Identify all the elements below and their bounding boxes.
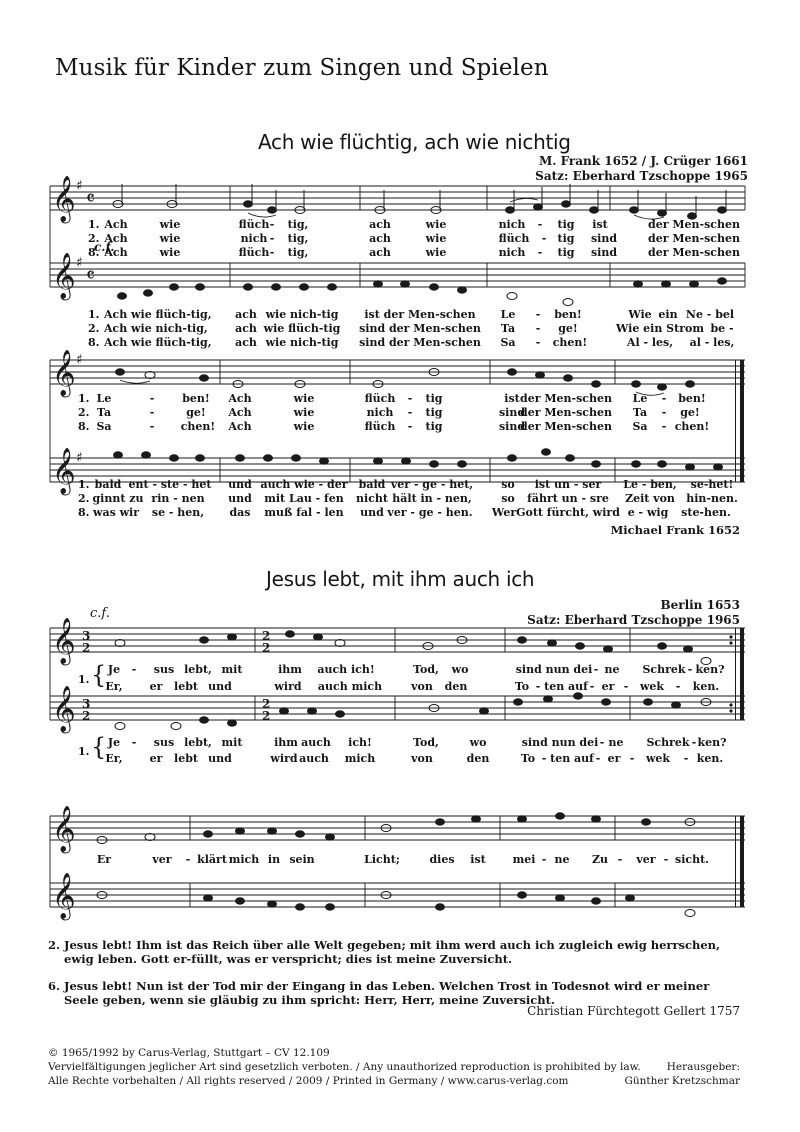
lyric-line bbox=[0, 336, 800, 350]
svg-text:♯: ♯ bbox=[76, 450, 83, 466]
lyric: To bbox=[514, 680, 530, 693]
lyric: Licht; bbox=[364, 853, 400, 866]
lyric: - bbox=[589, 680, 595, 693]
footer-copyright: © 1965/1992 by Carus-Verlag, Stuttgart – CV 12.109 bbox=[48, 1047, 330, 1059]
lyric: wie bbox=[425, 218, 447, 231]
lyric-line bbox=[0, 232, 800, 246]
lyric: der Men-schen bbox=[520, 406, 612, 419]
lyric: ben! bbox=[554, 308, 582, 321]
lyric: ach bbox=[235, 308, 257, 321]
lyric: in bbox=[267, 853, 281, 866]
lyric: wo bbox=[469, 736, 487, 749]
lyric: rin - nen bbox=[151, 492, 205, 505]
lyric: - bbox=[149, 420, 155, 433]
lyric: Ach wie flüch-tig, bbox=[104, 308, 212, 321]
verse-number: 1. bbox=[78, 673, 90, 686]
lyric: von bbox=[411, 680, 433, 693]
svg-text:2: 2 bbox=[82, 641, 91, 655]
lyric: Le bbox=[96, 392, 112, 405]
lyric: e - wig bbox=[627, 506, 669, 519]
lyric: chen! bbox=[180, 420, 216, 433]
svg-text:𝄞: 𝄞 bbox=[52, 253, 76, 299]
lyric: ach bbox=[369, 218, 391, 231]
verse-number: 2. bbox=[88, 322, 100, 335]
lyric: - bbox=[661, 420, 667, 433]
verse-number: 1. bbox=[88, 308, 100, 321]
lyric: - bbox=[675, 680, 681, 693]
lyric: hält in - nen, bbox=[392, 492, 472, 505]
song1-lyricist: Michael Frank 1652 bbox=[610, 523, 740, 537]
footer-editor-label: Herausgeber: bbox=[666, 1061, 740, 1073]
lyric: Tod, bbox=[413, 663, 439, 676]
lyric: wie bbox=[293, 406, 315, 419]
lyric: Le - ben, bbox=[623, 478, 677, 491]
lyric: so bbox=[501, 478, 515, 491]
svg-text:𝄞: 𝄞 bbox=[52, 176, 76, 222]
lyric: To bbox=[520, 752, 536, 765]
lyric: ge! bbox=[186, 406, 206, 419]
lyric: mich bbox=[228, 853, 260, 866]
lyric: Sa bbox=[96, 420, 112, 433]
lyric: wie bbox=[159, 232, 181, 245]
lyric: tig, bbox=[287, 246, 309, 259]
lyric: lebt bbox=[174, 752, 198, 765]
lyric-line bbox=[0, 663, 800, 677]
lyric: Ta bbox=[500, 322, 516, 335]
lyric: - bbox=[407, 420, 413, 433]
lyric: Ach bbox=[228, 392, 252, 405]
lyric: tig, bbox=[287, 218, 309, 231]
stanza bbox=[48, 938, 740, 966]
lyric: Ach bbox=[104, 246, 128, 259]
lyric-line bbox=[0, 736, 800, 750]
song2-arranger: Satz: Eberhard Tzschoppe 1965 bbox=[527, 613, 740, 627]
lyric: ver bbox=[152, 853, 172, 866]
lyric: ach bbox=[369, 246, 391, 259]
verse-brace: { bbox=[91, 733, 107, 761]
lyric: sind nun dei bbox=[521, 736, 599, 749]
lyric: ach bbox=[235, 322, 257, 335]
lyric: mich bbox=[344, 752, 376, 765]
lyric: er bbox=[607, 752, 621, 765]
lyric: Er, bbox=[105, 752, 123, 765]
lyric: und bbox=[228, 492, 252, 505]
lyric-line bbox=[0, 406, 800, 420]
lyric: sein bbox=[289, 853, 315, 866]
lyric: lebt, bbox=[184, 736, 212, 749]
svg-text:𝄴: 𝄴 bbox=[86, 186, 95, 210]
footer-notice: Vervielfältigungen jeglicher Art sind gesetzlich verboten. / Any unauthorized reproduction is prohibited by law. bbox=[48, 1061, 641, 1073]
verse-number: 1. bbox=[88, 218, 100, 231]
lyric: Ach bbox=[228, 420, 252, 433]
lyric: bald bbox=[94, 478, 122, 491]
lyric-line bbox=[0, 392, 800, 406]
lyric: sus bbox=[153, 736, 175, 749]
lyric: tig bbox=[557, 246, 575, 259]
lyric: auch mich bbox=[317, 680, 383, 693]
svg-text:𝄞: 𝄞 bbox=[52, 618, 76, 664]
lyric: Ach bbox=[228, 406, 252, 419]
svg-text:3: 3 bbox=[82, 697, 91, 711]
svg-text:♯: ♯ bbox=[76, 352, 83, 368]
lyric: - bbox=[537, 218, 543, 231]
lyric-line bbox=[0, 680, 800, 694]
lyric: er bbox=[149, 680, 163, 693]
lyric: dies bbox=[429, 853, 455, 866]
lyric: auch ich! bbox=[317, 663, 375, 676]
lyric: sind der Men-schen bbox=[359, 322, 481, 335]
lyric: - bbox=[541, 232, 547, 245]
page-title: Musik für Kinder zum Singen und Spielen bbox=[55, 55, 549, 81]
svg-text:2: 2 bbox=[262, 641, 271, 655]
lyric: ihm bbox=[278, 663, 302, 676]
lyric: und bbox=[208, 752, 232, 765]
lyric-line bbox=[0, 246, 800, 260]
lyric: - bbox=[663, 853, 669, 866]
lyric: Wer bbox=[491, 506, 517, 519]
stanza-text: Jesus lebt! Nun ist der Tod mir der Eingang in das Leben. Welchen Trost in Todesnot wird er meiner Seele geben, wenn sie gläubig zu ihm spricht: Herr, Herr, meine Zuversicht. bbox=[64, 979, 710, 1007]
verse-number: 8. bbox=[88, 246, 100, 259]
lyric: lebt, bbox=[184, 663, 212, 676]
lyric: chen! bbox=[552, 336, 588, 349]
song1-arranger: Satz: Eberhard Tzschoppe 1965 bbox=[535, 169, 748, 183]
lyric: ihm bbox=[274, 736, 298, 749]
svg-text:𝄞: 𝄞 bbox=[52, 686, 76, 732]
lyric-line bbox=[0, 322, 800, 336]
song2-title: Jesus lebt, mit ihm auch ich bbox=[266, 567, 535, 591]
lyric: Sa bbox=[500, 336, 516, 349]
lyric: wie bbox=[425, 232, 447, 245]
lyric: das bbox=[229, 506, 251, 519]
song1-composer: M. Frank 1652 / J. Crüger 1661 bbox=[538, 154, 748, 168]
lyric: sind der Men-schen bbox=[359, 336, 481, 349]
lyric: was wir bbox=[92, 506, 140, 519]
footer-rights: Alle Rechte vorbehalten / All rights reserved / 2009 / Printed in Germany / www.carus-verlag.com bbox=[48, 1075, 569, 1087]
staff-lines bbox=[50, 186, 745, 907]
lyric: wo bbox=[451, 663, 469, 676]
lyric: Er bbox=[96, 853, 112, 866]
lyric: - bbox=[595, 752, 601, 765]
lyric: tig bbox=[557, 218, 575, 231]
lyric: tig bbox=[557, 232, 575, 245]
lyric: und bbox=[360, 506, 384, 519]
lyric: Ta bbox=[632, 406, 648, 419]
lyric: wird bbox=[270, 752, 298, 765]
lyric: Al - les, bbox=[626, 336, 674, 349]
lyric: - bbox=[535, 322, 541, 335]
lyric: ent - ste - het bbox=[128, 478, 212, 491]
lyric: - bbox=[541, 752, 547, 765]
lyric: der Men-schen bbox=[648, 218, 740, 231]
cf-mark: c.f. bbox=[90, 606, 110, 621]
lyric: ken? bbox=[697, 736, 727, 749]
lyric: wie bbox=[159, 246, 181, 259]
lyric: sind bbox=[590, 232, 618, 245]
lyric: sus bbox=[153, 663, 175, 676]
svg-text:♯: ♯ bbox=[76, 255, 83, 271]
svg-text:𝄴: 𝄴 bbox=[86, 263, 95, 287]
lyric: nich bbox=[498, 218, 526, 231]
lyric: - bbox=[269, 218, 275, 231]
lyric: so bbox=[501, 492, 515, 505]
lyric: ken. bbox=[696, 752, 724, 765]
lyric: hin-nen. bbox=[686, 492, 738, 505]
lyric: Le bbox=[632, 392, 648, 405]
lyric: fährt un - sre bbox=[527, 492, 609, 505]
lyric: - bbox=[691, 736, 697, 749]
lyric: ne bbox=[604, 663, 620, 676]
stanza-number: 2. bbox=[48, 938, 61, 952]
lyric: Je bbox=[107, 736, 121, 749]
lyric: klärt bbox=[197, 853, 227, 866]
lyric: nich bbox=[366, 406, 394, 419]
song2-origin: Berlin 1653 bbox=[660, 598, 740, 612]
lyric: ist un - ser bbox=[534, 478, 602, 491]
lyric: ben! bbox=[678, 392, 706, 405]
lyric: flüch bbox=[364, 420, 396, 433]
lyric: ver bbox=[636, 853, 656, 866]
lyric: al - les, bbox=[689, 336, 735, 349]
lyric: se - hen, bbox=[151, 506, 205, 519]
cf-mark: c.f. bbox=[94, 240, 115, 254]
lyric: sind nun dei bbox=[515, 663, 593, 676]
lyric: Ach wie nich-tig, bbox=[104, 322, 208, 335]
svg-text:2: 2 bbox=[262, 709, 271, 723]
lyric: ist der Men-schen bbox=[364, 308, 476, 321]
lyric: chen! bbox=[674, 420, 710, 433]
lyric: ken? bbox=[695, 663, 725, 676]
verse-number: 2. bbox=[78, 406, 90, 419]
lyric: - bbox=[407, 392, 413, 405]
lyric: - bbox=[131, 736, 137, 749]
lyric: Sa bbox=[632, 420, 648, 433]
lyric: Ne - bel bbox=[685, 308, 735, 321]
lyric: ginnt zu bbox=[92, 492, 144, 505]
lyric: flüch bbox=[238, 246, 270, 259]
lyric: mit Lau - fen bbox=[264, 492, 344, 505]
lyric: - bbox=[593, 663, 599, 676]
lyric: ich! bbox=[348, 736, 372, 749]
lyric: Wie ein Strom bbox=[616, 322, 704, 335]
svg-text:3: 3 bbox=[82, 629, 91, 643]
lyric: Le bbox=[500, 308, 516, 321]
svg-text:𝄞: 𝄞 bbox=[52, 350, 76, 396]
lyric: ach bbox=[235, 336, 257, 349]
lyric: den bbox=[444, 680, 468, 693]
lyric: Wie bbox=[628, 308, 652, 321]
lyric: den bbox=[466, 752, 490, 765]
verse-number: 2. bbox=[88, 232, 100, 245]
verse-number: 1. bbox=[78, 392, 90, 405]
lyric: sind bbox=[590, 246, 618, 259]
lyric: ein bbox=[658, 308, 678, 321]
lyric: - bbox=[537, 246, 543, 259]
stanza-text: Jesus lebt! Ihm ist das Reich über alle Welt gegeben; mit ihm werd auch ich zugleich ewig herrschen, ewig leben. Gott er-füllt, was er verspricht; dies ist meine Zuversicht. bbox=[64, 938, 721, 966]
lyric: - bbox=[687, 663, 693, 676]
lyric: ach bbox=[369, 232, 391, 245]
lyric: auch bbox=[301, 736, 331, 749]
lyric: be - bbox=[710, 322, 734, 335]
lyric: er bbox=[601, 680, 615, 693]
lyric: ver - ge - hen. bbox=[387, 506, 473, 519]
lyric: sind bbox=[498, 420, 526, 433]
lyric: - bbox=[541, 853, 547, 866]
lyric: lebt bbox=[174, 680, 198, 693]
lyric: Ach wie flüch-tig, bbox=[104, 336, 212, 349]
lyric: auch wie - der bbox=[260, 478, 348, 491]
lyric: - bbox=[131, 663, 137, 676]
lyric: Ach bbox=[104, 218, 128, 231]
lyric: und bbox=[208, 680, 232, 693]
song1-title: Ach wie flüchtig, ach wie nichtig bbox=[258, 130, 571, 154]
lyric: ken. bbox=[692, 680, 720, 693]
svg-text:2: 2 bbox=[262, 629, 271, 643]
lyric: ge! bbox=[680, 406, 700, 419]
song2-lyricist: Christian Fürchtegott Gellert 1757 bbox=[527, 1004, 740, 1018]
lyric: - bbox=[535, 680, 541, 693]
lyric: und bbox=[228, 478, 252, 491]
lyric: tig bbox=[425, 392, 443, 405]
lyric: ge! bbox=[558, 322, 578, 335]
lyric: - bbox=[185, 853, 191, 866]
verse-brace: { bbox=[91, 661, 107, 689]
lyric: auch bbox=[299, 752, 329, 765]
lyric: ne bbox=[608, 736, 624, 749]
lyric: bald bbox=[358, 478, 386, 491]
lyric: - bbox=[535, 308, 541, 321]
lyric: wie flüch-tig bbox=[263, 322, 341, 335]
lyric: sicht. bbox=[675, 853, 709, 866]
lyric: - bbox=[149, 392, 155, 405]
lyric: ste-hen. bbox=[681, 506, 731, 519]
lyric: Gott fürcht, wird bbox=[516, 506, 620, 519]
lyric: - bbox=[269, 232, 275, 245]
verse-number: 1. bbox=[78, 478, 90, 491]
lyric: - bbox=[407, 406, 413, 419]
lyric-line bbox=[0, 853, 800, 867]
lyric: - bbox=[149, 406, 155, 419]
verse-number: 2. bbox=[78, 492, 90, 505]
lyric: der Men-schen bbox=[648, 246, 740, 259]
verse-number: 8. bbox=[78, 420, 90, 433]
lyric-line bbox=[0, 478, 800, 492]
lyric: - bbox=[535, 336, 541, 349]
lyric: - bbox=[683, 752, 689, 765]
lyric: ist bbox=[504, 392, 520, 405]
lyric: mei bbox=[512, 853, 536, 866]
lyric: ben! bbox=[182, 392, 210, 405]
lyric: nich bbox=[498, 246, 526, 259]
lyric: muß fal - len bbox=[264, 506, 344, 519]
lyric: ist bbox=[470, 853, 486, 866]
lyric: wie bbox=[425, 246, 447, 259]
lyric: - bbox=[661, 392, 667, 405]
svg-text:2: 2 bbox=[82, 709, 91, 723]
lyric: - bbox=[617, 853, 623, 866]
lyric: ten auf bbox=[550, 752, 594, 765]
lyric: mit bbox=[221, 663, 243, 676]
lyric-line bbox=[0, 420, 800, 434]
verse-number: 8. bbox=[78, 506, 90, 519]
svg-text:𝄞: 𝄞 bbox=[52, 448, 76, 494]
svg-text:2: 2 bbox=[262, 697, 271, 711]
lyric: tig bbox=[425, 420, 443, 433]
lyric: nich bbox=[240, 232, 268, 245]
svg-text:𝄞: 𝄞 bbox=[52, 806, 76, 852]
lyric: - bbox=[629, 752, 635, 765]
svg-text:♯: ♯ bbox=[76, 178, 83, 194]
lyric: Tod, bbox=[413, 736, 439, 749]
lyric: wie bbox=[159, 218, 181, 231]
stanza bbox=[48, 979, 740, 1007]
lyric: se-het! bbox=[690, 478, 734, 491]
lyric: Zu bbox=[591, 853, 609, 866]
lyric: wird bbox=[274, 680, 302, 693]
lyric: - bbox=[661, 406, 667, 419]
lyric: wie nich-tig bbox=[265, 336, 339, 349]
lyric: der Men-schen bbox=[648, 232, 740, 245]
lyric: Je bbox=[107, 663, 121, 676]
lyric-line bbox=[0, 506, 800, 520]
stanza-number: 6. bbox=[48, 979, 61, 993]
lyric: - bbox=[599, 736, 605, 749]
svg-text:𝄞: 𝄞 bbox=[52, 873, 76, 919]
lyric-line bbox=[0, 752, 800, 766]
lyric: Schrek bbox=[642, 663, 686, 676]
lyric: ne bbox=[554, 853, 570, 866]
lyric: Zeit von bbox=[625, 492, 675, 505]
lyric: Schrek bbox=[646, 736, 690, 749]
lyric: flüch bbox=[498, 232, 530, 245]
lyric: nicht bbox=[356, 492, 388, 505]
lyric: wie nich-tig bbox=[265, 308, 339, 321]
lyric: Ach bbox=[104, 232, 128, 245]
lyric: wek bbox=[639, 680, 665, 693]
lyric: von bbox=[411, 752, 433, 765]
lyric: ist bbox=[592, 218, 608, 231]
lyric: wek bbox=[645, 752, 671, 765]
lyric: der Men-schen bbox=[520, 392, 612, 405]
lyric-line bbox=[0, 218, 800, 232]
lyric: - bbox=[269, 246, 275, 259]
lyric: flüch bbox=[364, 392, 396, 405]
lyric: Ta bbox=[96, 406, 112, 419]
lyric: wie bbox=[293, 420, 315, 433]
lyric: - bbox=[623, 680, 629, 693]
lyric: tig, bbox=[287, 232, 309, 245]
lyric-line bbox=[0, 492, 800, 506]
lyric: wie bbox=[293, 392, 315, 405]
verse-number: 1. bbox=[78, 745, 90, 758]
lyric: tig bbox=[425, 406, 443, 419]
lyric-line bbox=[0, 308, 800, 322]
verse-number: 8. bbox=[88, 336, 100, 349]
lyric: flüch bbox=[238, 218, 270, 231]
lyric: sind bbox=[498, 406, 526, 419]
lyric: ten auf bbox=[544, 680, 588, 693]
lyric: er bbox=[149, 752, 163, 765]
lyric: Er, bbox=[105, 680, 123, 693]
lyric: mit bbox=[221, 736, 243, 749]
lyric: der Men-schen bbox=[520, 420, 612, 433]
lyric: ver - ge - het, bbox=[390, 478, 474, 491]
footer-editor-name: Günther Kretzschmar bbox=[624, 1075, 740, 1087]
